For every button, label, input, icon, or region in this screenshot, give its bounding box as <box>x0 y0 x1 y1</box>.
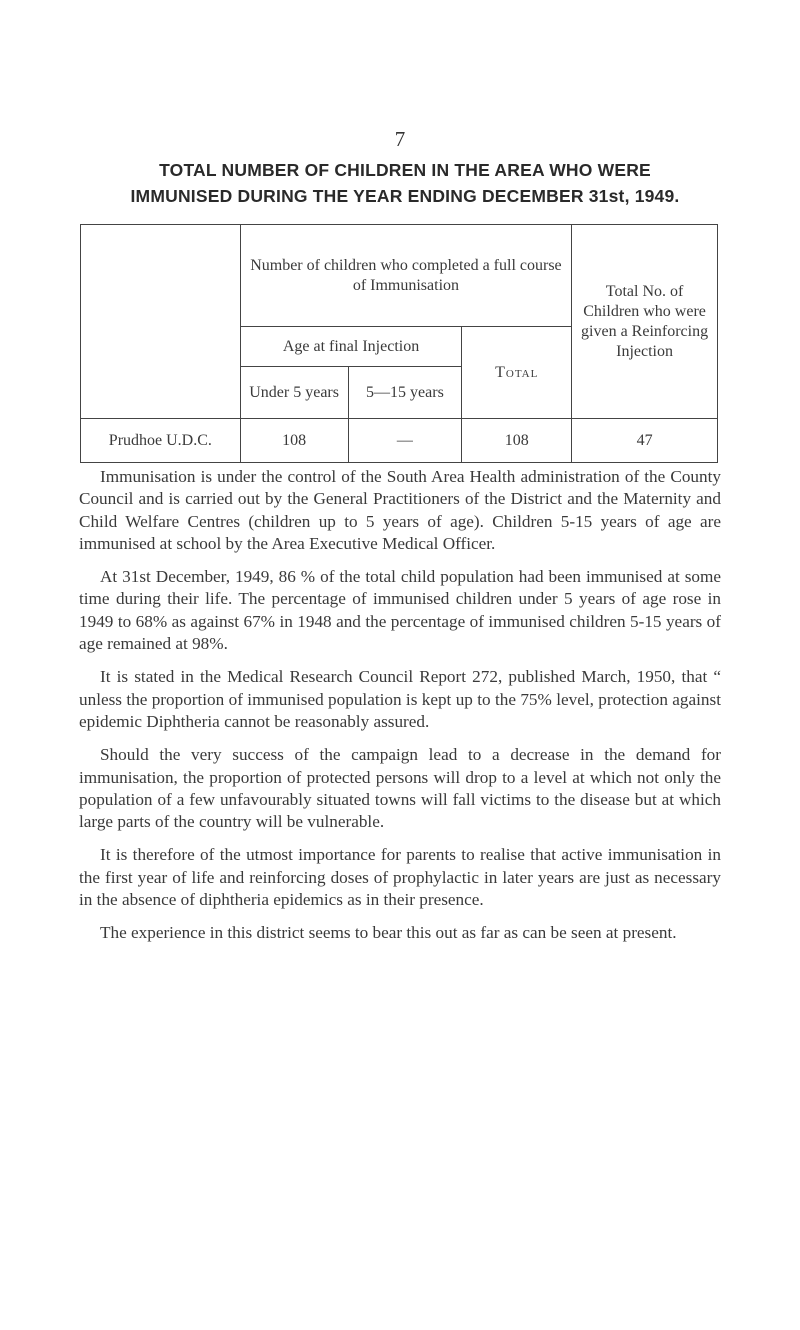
page-title-line-1: TOTAL NUMBER OF CHILDREN IN THE AREA WHO WERE <box>159 160 651 180</box>
cell-reinforcing: 47 <box>572 419 718 463</box>
paragraph: It is stated in the Medical Research Council Report 272, published March, 1950, that “ unless the proportion of immunised population is kept up to the 75% level, protection against epidemic Diphtheria cannot be reasonably assured. <box>79 667 721 731</box>
table-row <box>81 419 718 463</box>
cell-under-5: 108 <box>240 419 348 463</box>
paragraph: Immunisation is under the control of the South Area Health administration of the County Council and is carried out by the General Practitioners of the District and the Maternity and Child Welfare Centres (children up to 5 years of age). Children 5-15 years of age are immunised at school by the Area Executive Medical Officer. <box>79 467 721 553</box>
page-title <box>60 157 750 209</box>
table-corner-cell <box>81 225 241 419</box>
header-total: Total <box>462 327 572 419</box>
paragraph: At 31st December, 1949, 86 % of the total child population had been immunised at some time during their life. The percentage of immunised children under 5 years of age rose in 1949 to 68% as against 67% in 1948 and the percentage of immunised children 5-15 years of age remained at 98%. <box>79 567 721 654</box>
page-title-line-2: IMMUNISED DURING THE YEAR ENDING DECEMBER 31st, 1949. <box>130 186 680 206</box>
paragraph: The experience in this district seems to bear this out as far as can be seen at present. <box>100 923 677 943</box>
paragraph: Should the very success of the campaign lead to a decrease in the demand for immunisation, the proportion of protected persons will drop to a level at which not only the population of a few unfavourably situated towns will fall victims to the disease but at which large parts of the country will be vulnerable. <box>79 745 721 832</box>
header-age-final-injection: Age at final Injection <box>240 327 462 367</box>
header-reinforcing: Total No. of Children who were given a Reinforcing Injection <box>572 225 718 419</box>
header-under-5: Under 5 years <box>240 367 348 419</box>
page-number: 7 <box>394 127 406 151</box>
header-completed-course: Number of children who completed a full course of Immunisation <box>240 225 571 327</box>
body-text <box>79 466 721 956</box>
paragraph: It is therefore of the utmost importance for parents to realise that active immunisation in the first year of life and reinforcing doses of prophylactic in later years are just as necessary in the absence of diphtheria epidemics as in their presence. <box>79 845 721 910</box>
cell-total: 108 <box>462 419 572 463</box>
cell-area: Prudhoe U.D.C. <box>81 419 241 463</box>
header-5-to-15: 5—15 years <box>348 367 462 419</box>
cell-5-to-15: — <box>348 419 462 463</box>
immunisation-table <box>80 224 718 463</box>
